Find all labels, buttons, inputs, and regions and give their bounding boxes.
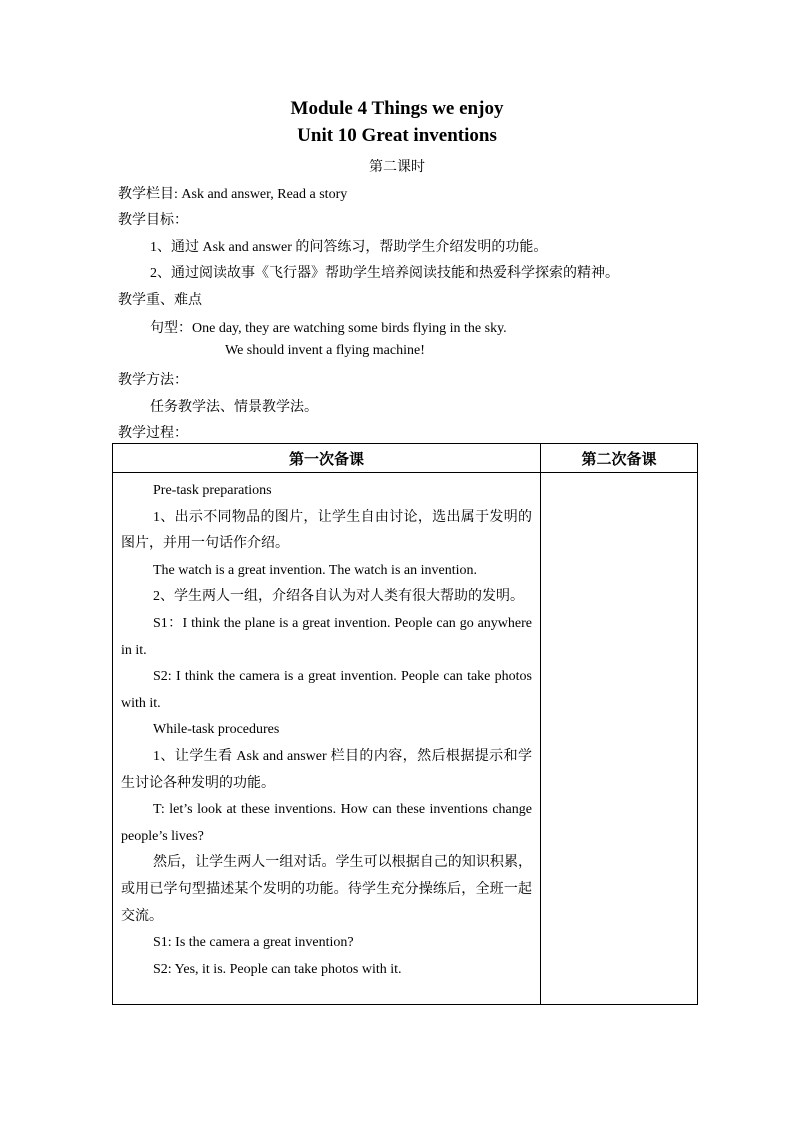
key-sentence-2: We should invent a flying machine! bbox=[225, 343, 425, 358]
section-while-task: While-task procedures bbox=[153, 722, 280, 738]
paragraph: 1、出示不同物品的图片，让学生自由讨论，选出属于发明的图片，并用一句话作介绍。 bbox=[121, 509, 532, 552]
subtitle-lesson: 第二课时 bbox=[369, 160, 425, 175]
teaching-column: 教学栏目: Ask and answer, Read a story bbox=[118, 187, 348, 202]
dialogue-line: S1：I think the plane is a great invention. People can go anywhere in it. bbox=[121, 615, 532, 658]
lesson-plan-table bbox=[112, 443, 698, 1005]
goals-label: 教学目标： bbox=[118, 213, 188, 228]
dialogue-line: T: let’s look at these inventions. How can these inventions change people’s lives? bbox=[121, 802, 532, 844]
key-sentence-1: 句型：One day, they are watching some birds flying in the sky. bbox=[150, 321, 507, 336]
title-module: Module 4 Things we enjoy bbox=[290, 98, 504, 119]
goal-2: 2、通过阅读故事《飞行器》帮助学生培养阅读技能和热爱科学探索的精神。 bbox=[150, 266, 619, 281]
paragraph: 然后，让学生两人一组对话。学生可以根据自己的知识积累，或用已学句型描述某个发明的功能。待学生充分操练后，全班一起交流。 bbox=[121, 855, 532, 924]
dialogue-line: S1: Is the camera a great invention? bbox=[153, 935, 354, 951]
title-unit: Unit 10 Great inventions bbox=[297, 125, 497, 146]
second-prep-content bbox=[541, 473, 698, 1005]
first-prep-content bbox=[113, 473, 541, 1005]
dialogue-line: S2: Yes, it is. People can take photos with it. bbox=[153, 961, 402, 977]
dialogue-line: S2: I think the camera is a great invention. People can take photos with it. bbox=[121, 669, 532, 711]
method-text: 任务教学法、情景教学法。 bbox=[150, 400, 318, 415]
goal-1: 1、通过 Ask and answer 的问答练习，帮助学生介绍发明的功能。 bbox=[150, 240, 548, 255]
key-points-label: 教学重、难点 bbox=[118, 293, 202, 308]
process-label: 教学过程： bbox=[118, 426, 188, 441]
paragraph: The watch is a great invention. The watch is an invention. bbox=[153, 562, 477, 578]
header-second-prep: 第二次备课 bbox=[541, 444, 698, 473]
method-label: 教学方法： bbox=[118, 373, 188, 388]
paragraph: 2、学生两人一组，介绍各自认为对人类有很大帮助的发明。 bbox=[153, 589, 524, 605]
paragraph: 1、让学生看 Ask and answer 栏目的内容，然后根据提示和学生讨论各种发明的功能。 bbox=[121, 748, 532, 791]
header-first-prep: 第一次备课 bbox=[113, 444, 541, 473]
section-pre-task: Pre-task preparations bbox=[153, 483, 272, 498]
